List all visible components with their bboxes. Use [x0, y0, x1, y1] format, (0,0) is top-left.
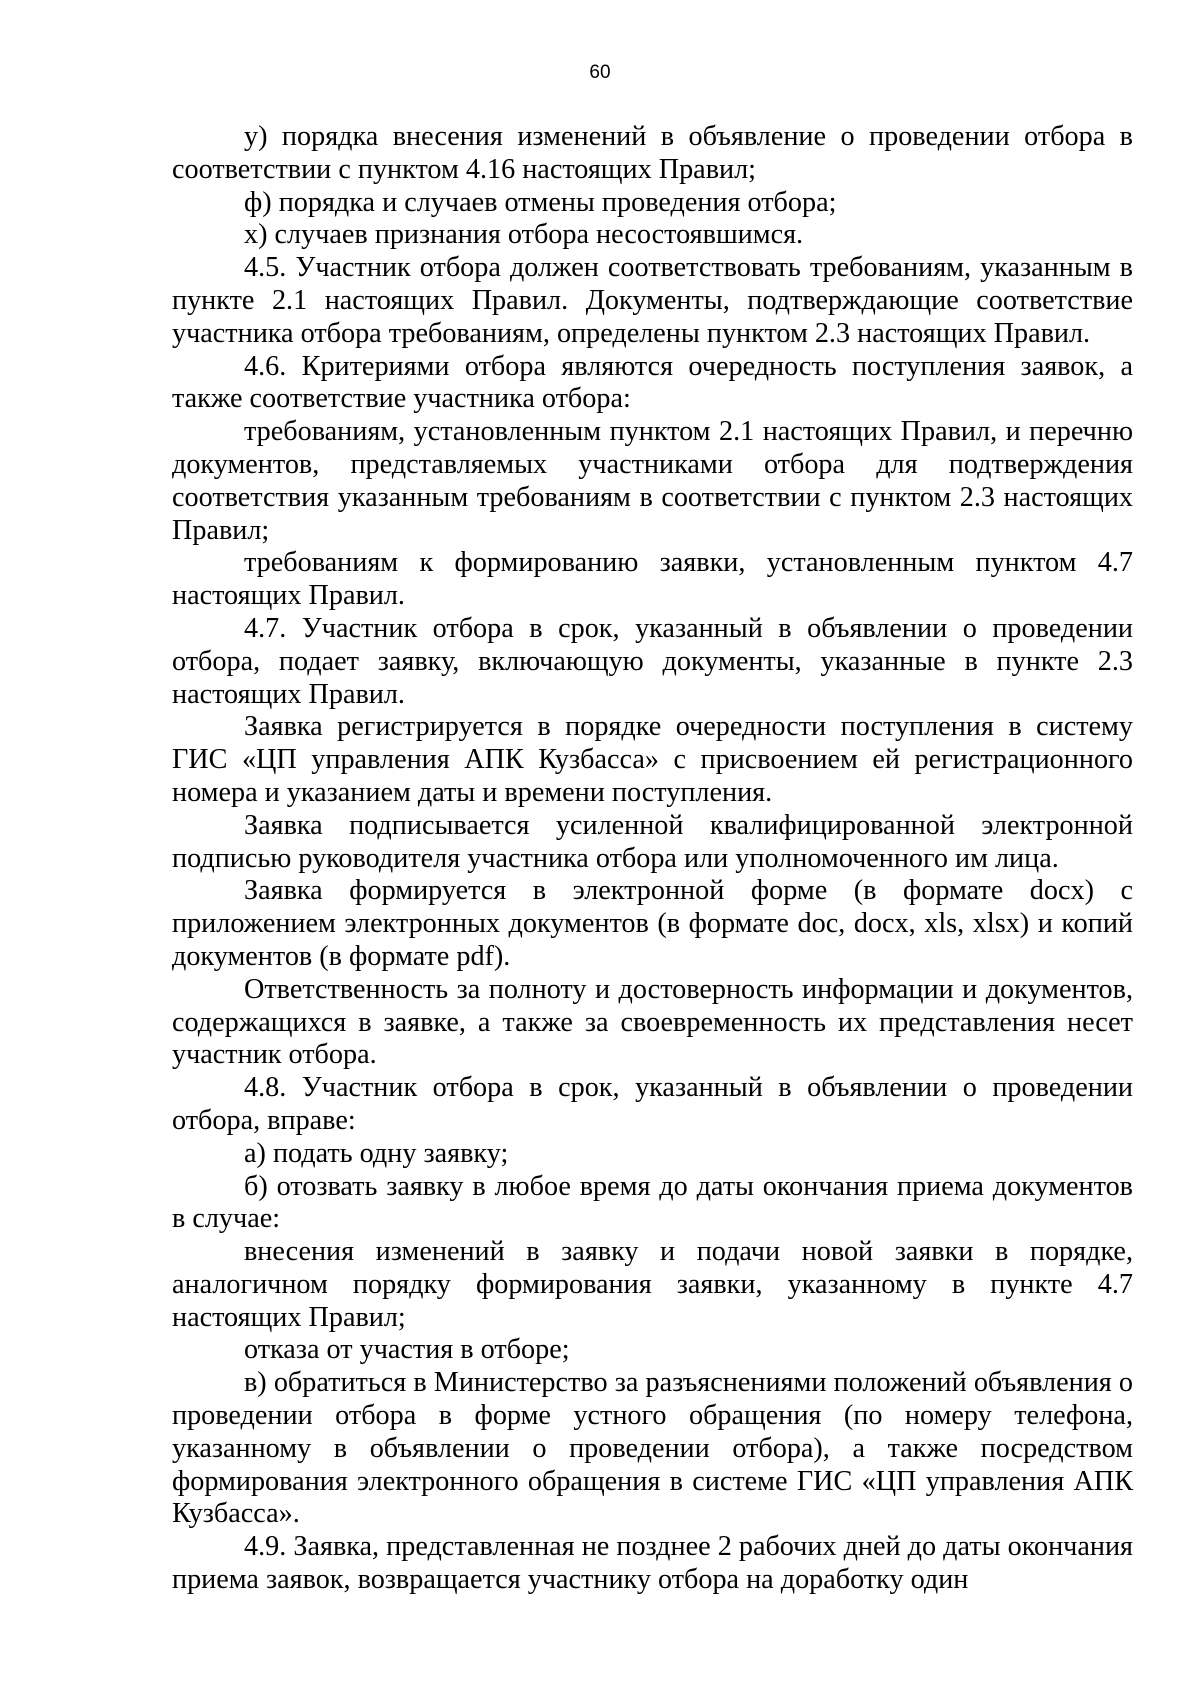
paragraph-4-9: 4.9. Заявка, представленная не позднее 2 рабочих дней до даты окончания приема заявок, возвращается участнику отбора на доработку один	[172, 1531, 1133, 1596]
body-text	[172, 121, 1133, 1597]
paragraph-4-5: 4.5. Участник отбора должен соответствовать требованиям, указанным в пункте 2.1 настоящих Правил. Документы, подтверждающие соответствие участника отбора требованиям, определены пунктом 2.3 настоящих Правил.	[172, 252, 1133, 349]
paragraph-signature: Заявка подписывается усиленной квалифицированной электронной подписью руководителя участника отбора или уполномоченного им лица.	[172, 809, 1133, 874]
paragraph-item-kh: х) случаев признания отбора несостоявшимся.	[244, 219, 804, 251]
paragraph-4-8: 4.8. Участник отбора в срок, указанный в объявлении о проведении отбора, вправе:	[172, 1072, 1133, 1136]
paragraph-criteria-application: требованиям к формированию заявки, установленным пунктом 4.7 настоящих Правил.	[172, 547, 1133, 612]
paragraph-changes: внесения изменений в заявку и подачи новой заявки в порядке, аналогичном порядку формирования заявки, указанному в пункте 4.7 настоящих Правил;	[172, 1236, 1133, 1333]
paragraph-registration: Заявка регистрируется в порядке очередности поступления в систему ГИС «ЦП управления АПК Кузбасса» с присвоением ей регистрационного номера и указанием даты и времени поступления.	[172, 711, 1133, 808]
page-number: 60	[589, 62, 611, 83]
paragraph-item-u: у) порядка внесения изменений в объявление о проведении отбора в соответствии с пунктом 4.16 настоящих Правил;	[172, 121, 1133, 185]
paragraph-refusal: отказа от участия в отборе;	[244, 1334, 570, 1366]
paragraph-item-v: в) обратиться в Министерство за разъяснениями положений объявления о проведении отбора в форме устного обращения (по номеру телефона, указанному в объявлении о проведении отбора), а также посредством формирования электронного обращения в системе ГИС «ЦП управления АПК Кузбасса».	[172, 1367, 1133, 1530]
paragraph-criteria-requirements: требованиям, установленным пунктом 2.1 настоящих Правил, и перечню документов, представляемых участниками отбора для подтверждения соответствия указанным требованиям в соответствии с пунктом 2.3 настоящих Правил;	[172, 416, 1133, 546]
paragraph-4-7: 4.7. Участник отбора в срок, указанный в объявлении о проведении отбора, подает заявку, включающую документы, указанные в пункте 2.3 настоящих Правил.	[172, 612, 1133, 710]
paragraph-item-b: б) отозвать заявку в любое время до даты окончания приема документов в случае:	[172, 1170, 1133, 1235]
paragraph-item-a: а) подать одну заявку;	[244, 1137, 509, 1169]
paragraph-format: Заявка формируется в электронной форме (в формате docx) с приложением электронных документов (в формате doc, docx, xls, xlsx) и копий документов (в формате pdf).	[172, 875, 1133, 972]
paragraph-4-6: 4.6. Критериями отбора являются очередность поступления заявок, а также соответствие участника отбора:	[172, 350, 1133, 415]
paragraph-item-f: ф) порядка и случаев отмены проведения отбора;	[244, 186, 837, 218]
paragraph-responsibility: Ответственность за полноту и достоверность информации и документов, содержащихся в заявке, а также за своевременность их представления несет участник отбора.	[172, 973, 1133, 1071]
